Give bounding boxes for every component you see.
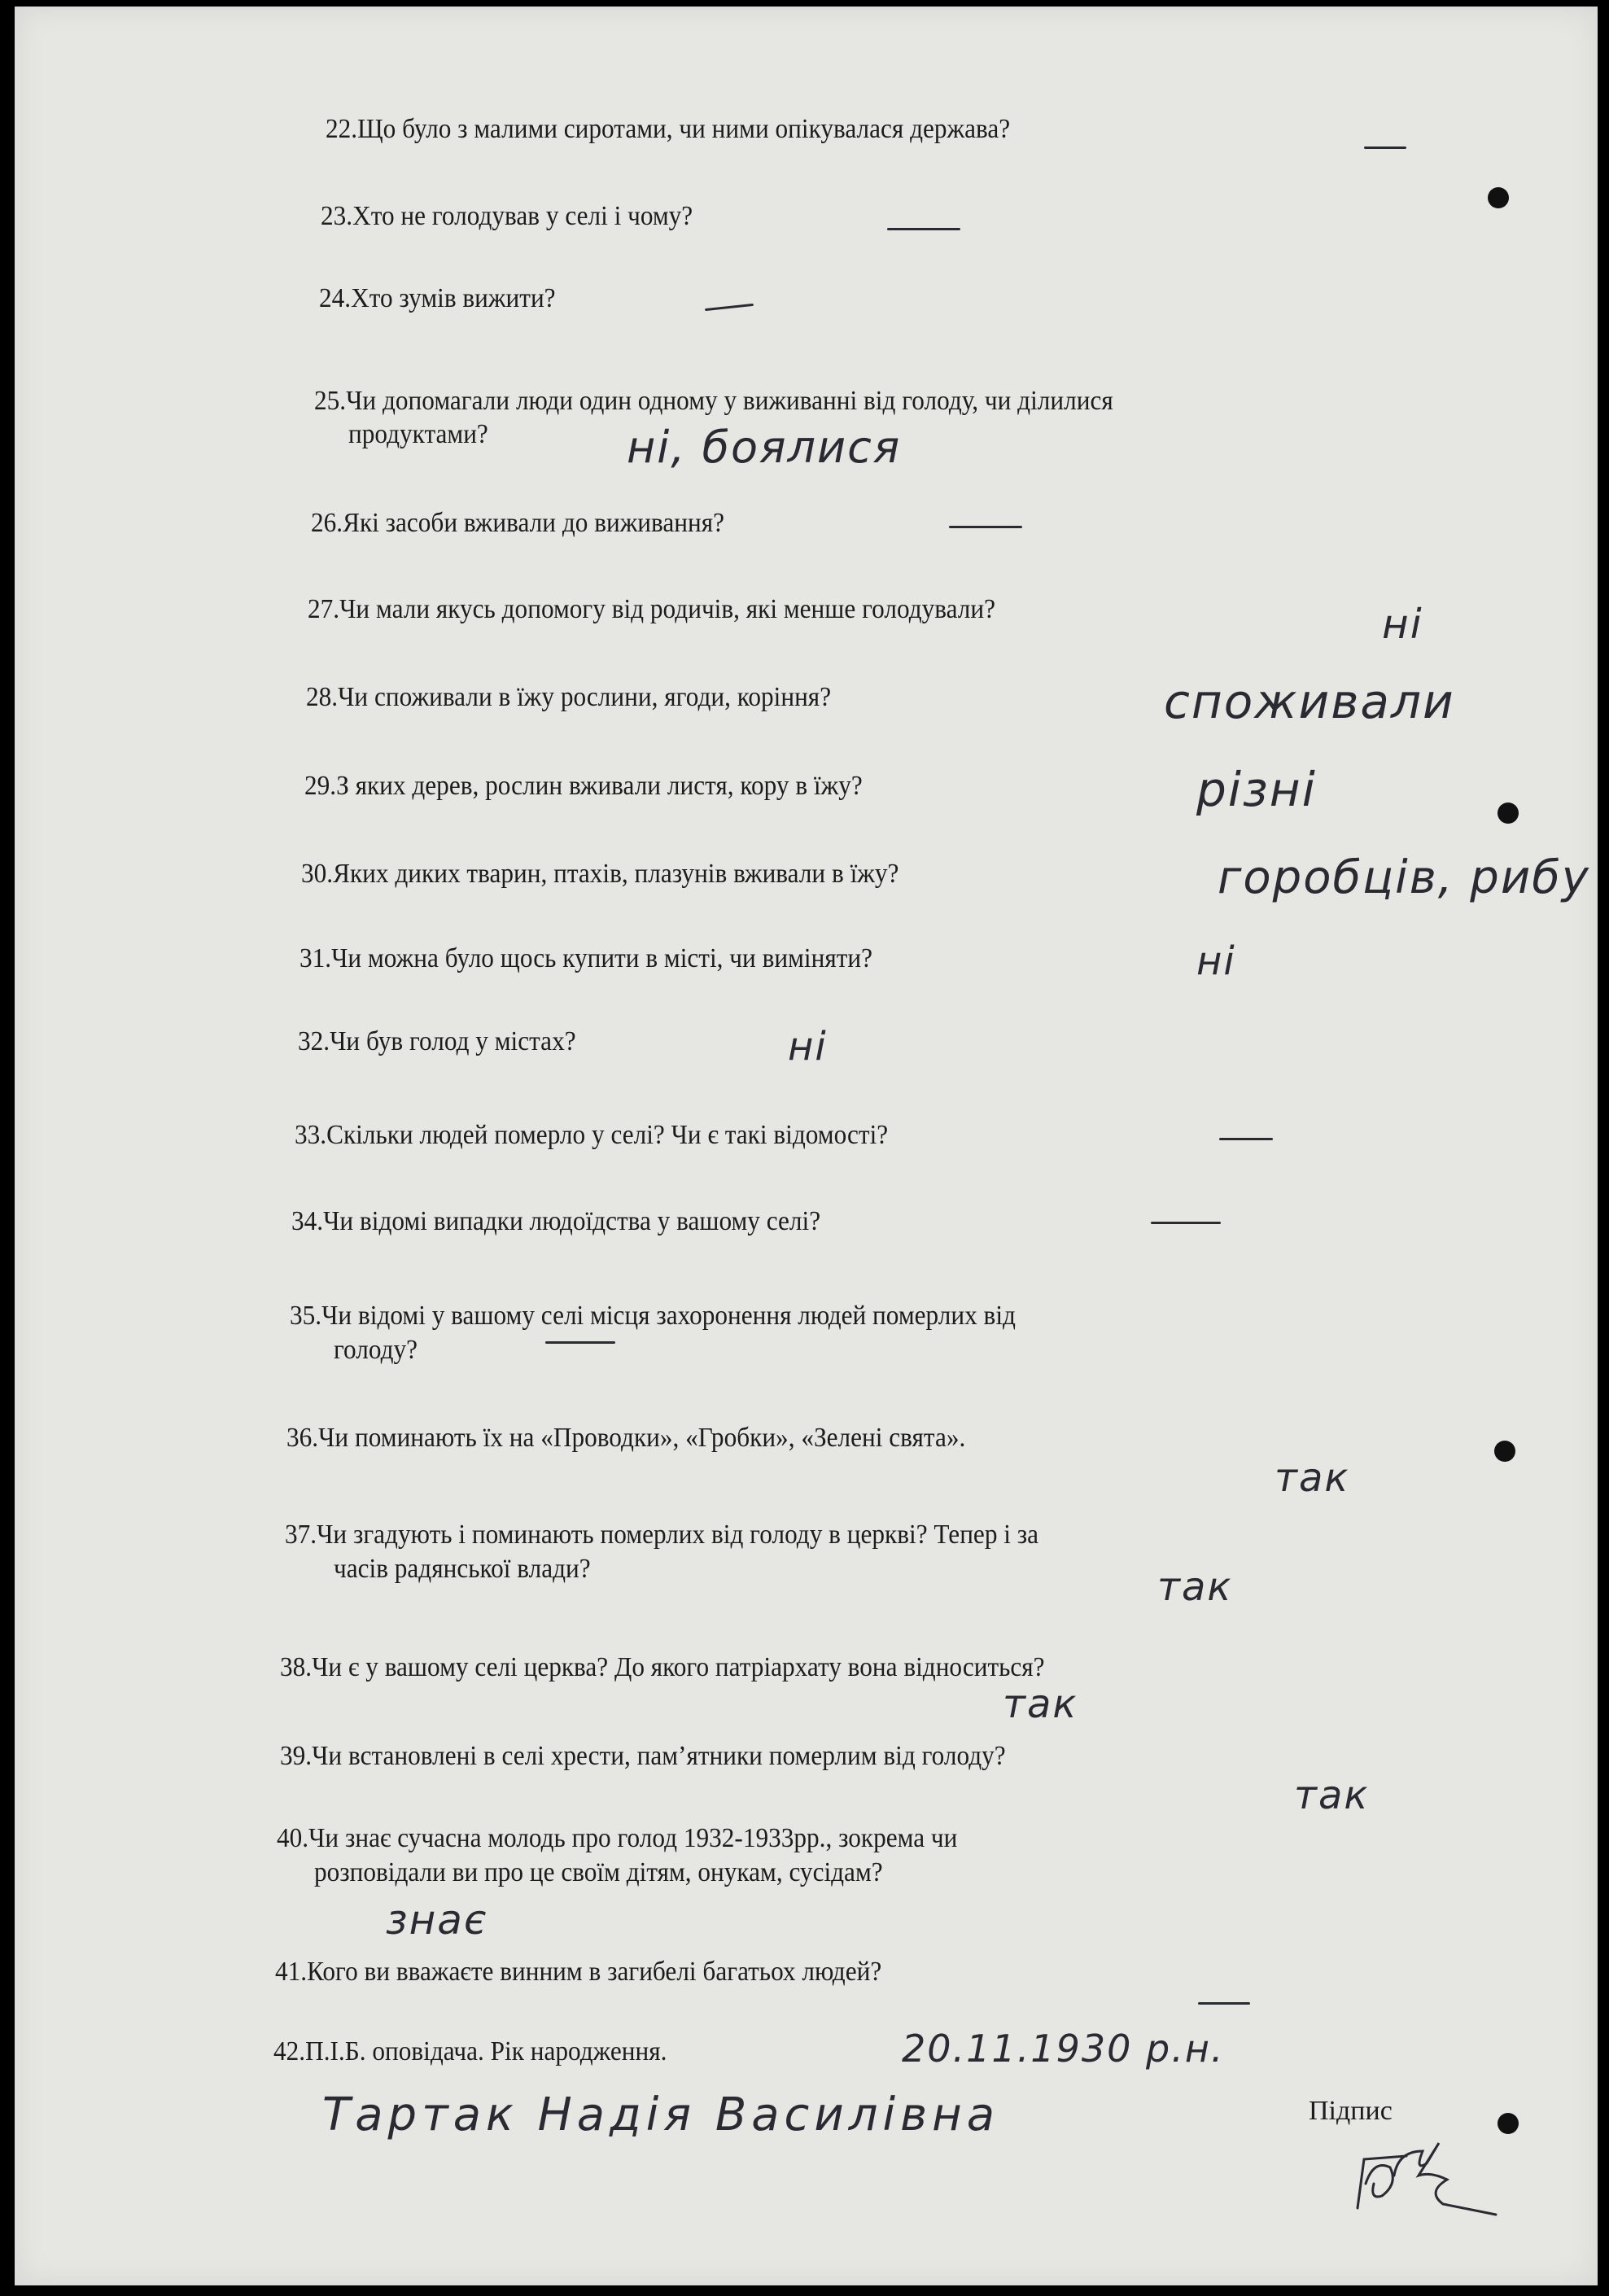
- question-34: 34.Чи відомі випадки людоїдства у вашому селі?: [291, 1206, 821, 1236]
- answer-42-birth-date: 20.11.1930 р.н.: [902, 2027, 1225, 2071]
- question-37-cont: часів радянської влади?: [334, 1554, 591, 1584]
- dash-mark-34: [1151, 1222, 1221, 1224]
- question-28: 28.Чи споживали в їжу рослини, ягоди, коріння?: [306, 682, 832, 712]
- question-39: 39.Чи встановлені в селі хрести, пам’ятники померлим від голоду?: [280, 1741, 1006, 1771]
- binder-hole-2: [1498, 803, 1519, 824]
- questionnaire-page: [15, 7, 1598, 2285]
- question-25-cont: продуктами?: [348, 419, 488, 449]
- answer-25: ні, боялися: [627, 422, 902, 473]
- question-42: 42.П.І.Б. оповідача. Рік народження.: [273, 2036, 667, 2066]
- question-40-cont: розповідали ви про це своїм дітям, онукам, сусідам?: [314, 1857, 883, 1887]
- binder-hole-3: [1494, 1441, 1515, 1462]
- question-35: 35.Чи відомі у вашому селі місця захоронення людей померлих від: [290, 1301, 1016, 1331]
- question-32: 32.Чи був голод у містах?: [298, 1026, 576, 1056]
- dash-mark-35: [545, 1341, 615, 1344]
- answer-30: горобців, рибу: [1218, 851, 1590, 904]
- answer-31: ні: [1196, 938, 1236, 984]
- binder-hole-1: [1488, 187, 1509, 208]
- question-41: 41.Кого ви вважаєте винним в загибелі багатьох людей?: [275, 1957, 882, 1987]
- answer-29: різні: [1196, 762, 1317, 817]
- question-25: 25.Чи допомагали люди один одному у виживанні від голоду, чи ділилися: [314, 386, 1113, 416]
- dash-mark-41: [1198, 2002, 1250, 2005]
- question-22: 22.Що було з малими сиротами, чи ними опікувалася держава?: [326, 114, 1011, 144]
- binder-hole-4: [1498, 2113, 1519, 2134]
- answer-27: ні: [1382, 601, 1423, 648]
- dash-mark-26: [949, 526, 1022, 528]
- question-24: 24.Хто зумів вижити?: [319, 283, 556, 313]
- dash-mark-24: [705, 304, 754, 311]
- dash-mark-33: [1219, 1138, 1273, 1140]
- answer-32: ні: [788, 1024, 828, 1069]
- question-23: 23.Хто не голодував у селі і чому?: [321, 201, 693, 231]
- question-35-cont: голоду?: [334, 1335, 418, 1365]
- signature-label: Підпис: [1309, 2096, 1393, 2126]
- question-29: 29.З яких дерев, рослин вживали листя, кору в їжу?: [304, 771, 863, 801]
- question-40: 40.Чи знає сучасна молодь про голод 1932-1933рр., зокрема чи: [277, 1823, 958, 1853]
- question-27: 27.Чи мали якусь допомогу від родичів, які менше голодували?: [308, 594, 996, 624]
- answer-37: так: [1157, 1564, 1233, 1610]
- answer-39: так: [1294, 1773, 1370, 1818]
- question-26: 26.Які засоби вживали до виживання?: [311, 508, 725, 538]
- question-38: 38.Чи є у вашому селі церква? До якого патріархату вона відноситься?: [280, 1652, 1045, 1682]
- dash-mark-23: [887, 228, 960, 230]
- question-36: 36.Чи поминають їх на «Проводки», «Гробки», «Зелені свята».: [286, 1423, 966, 1453]
- answer-36: так: [1275, 1455, 1350, 1501]
- signature-mark: [1349, 2127, 1512, 2224]
- answer-38: так: [1003, 1682, 1078, 1727]
- question-33: 33.Скільки людей померло у селі? Чи є такі відомості?: [295, 1120, 889, 1150]
- answer-40: знає: [386, 1896, 488, 1944]
- answer-42-name: Тартак Надія Василівна: [322, 2088, 1000, 2141]
- answer-28: споживали: [1164, 674, 1455, 729]
- dash-mark-22: [1364, 147, 1406, 149]
- question-37: 37.Чи згадують і поминають померлих від голоду в церкві? Тепер і за: [285, 1520, 1039, 1550]
- question-30: 30.Яких диких тварин, птахів, плазунів вживали в їжу?: [301, 859, 899, 889]
- question-31: 31.Чи можна було щось купити в місті, чи виміняти?: [300, 943, 873, 973]
